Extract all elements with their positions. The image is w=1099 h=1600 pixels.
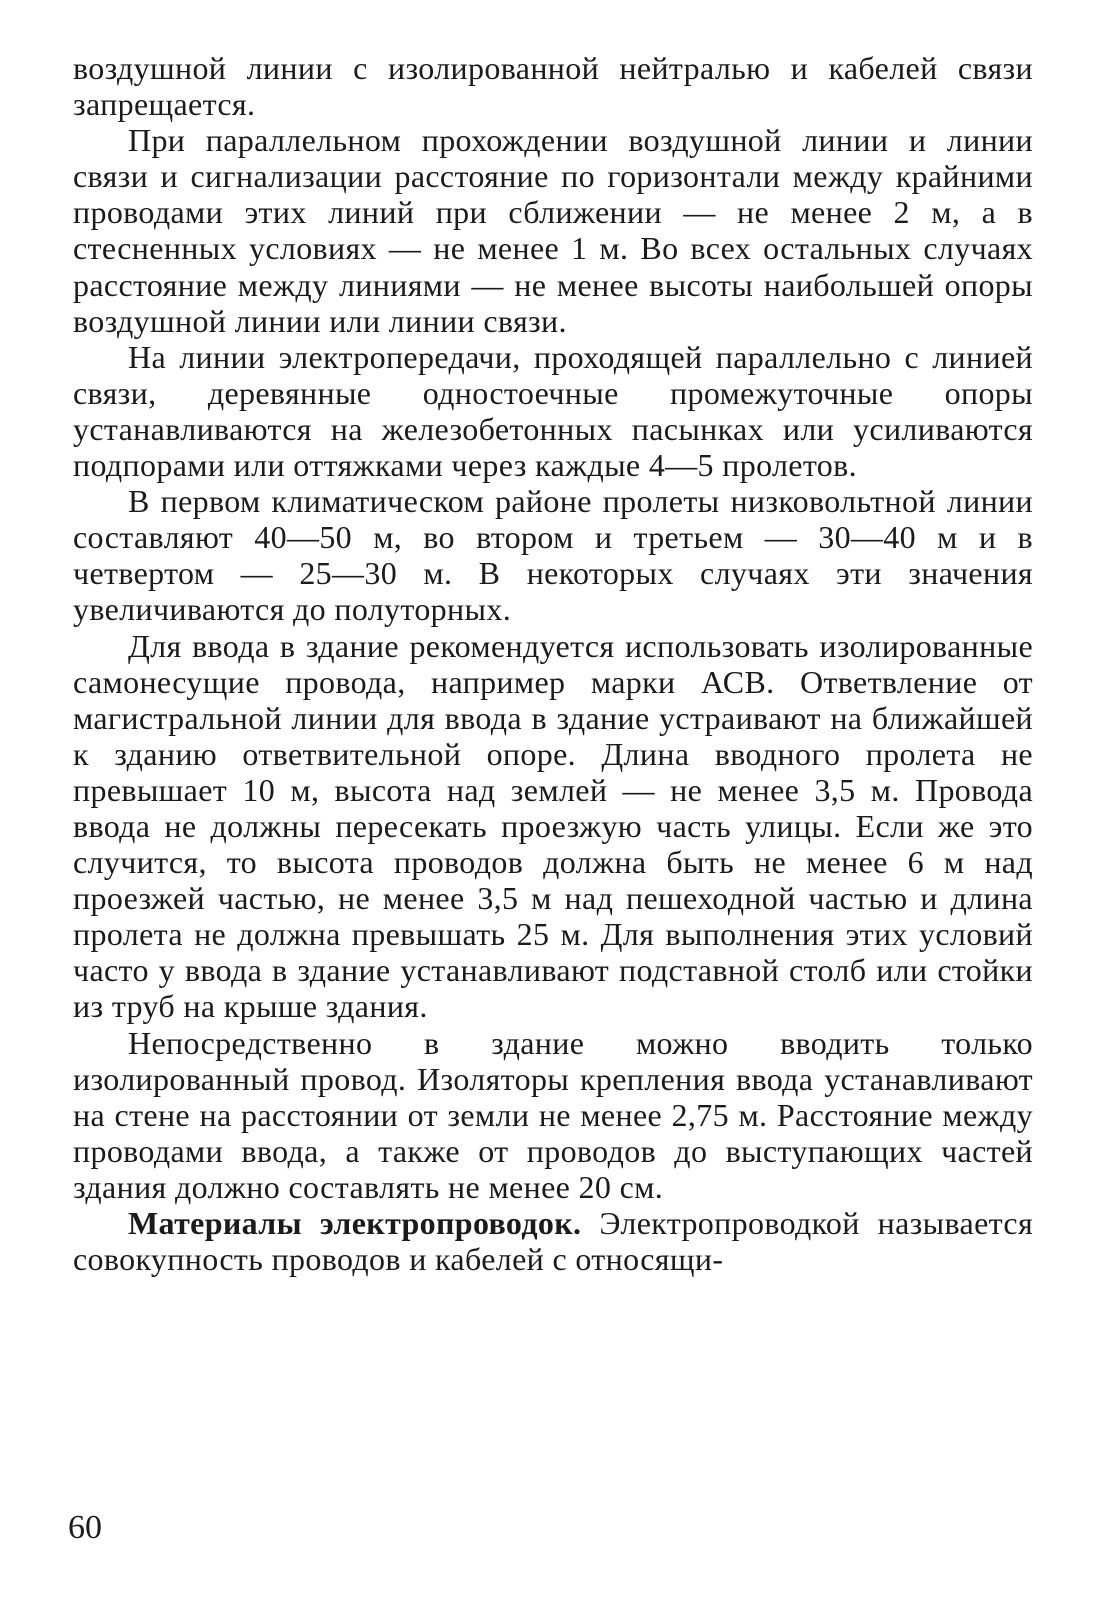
paragraph-continuation xyxy=(73,50,1033,122)
paragraph-text: На линии электропередачи, проходящей параллельно с линией связи, деревянные одностоечные промежуточные опоры устанавливаются на железобетонных пасынках или усиливаются подпорами или оттяжками через каждые 4—5 пролетов. xyxy=(73,338,1033,484)
paragraph-text: Электропроводкой называется совокупность проводов и кабелей с относящи- xyxy=(73,1205,1034,1278)
paragraph-text: Непосредственно в здание можно вводить только изолированный провод. Изоляторы крепления ввода устанавливают на стене на расстоянии от земли не менее 2,75 м. Расстояние между проводами ввода, а также от проводов до выступающих частей здания должно составлять не менее 20 см. xyxy=(73,1024,1033,1205)
paragraph-text: воздушной линии с изолированной нейтралью и кабелей связи запрещается. xyxy=(73,50,1033,123)
paragraph-text: Для ввода в здание рекомендуется использовать изолированные самонесущие провода, например марки АСВ. Ответвление от магистральной линии для ввода в здание устраивают на ближайшей к зданию ответвительной опоре. Длина вводного пролета не превышает 10 м, высота над землей — не менее 3,5 м. Провода ввода не должны пересекать проезжую часть улицы. Если же это случится, то высота проводов должна быть не менее 6 м над проезжей частью, не менее 3,5 м над пешеходной частью и длина пролета не должна превышать 25 м. Для выполнения этих условий часто у ввода в здание устанавливают подставной столб или стойки из труб на крыше здания. xyxy=(73,627,1033,1025)
paragraph-intermediate-supports xyxy=(73,339,1033,483)
paragraph-parallel-lines xyxy=(73,122,1033,339)
paragraph-building-entry xyxy=(73,628,1033,1025)
section-lead-heading: Материалы электропроводок. xyxy=(128,1205,582,1241)
paragraph-span-lengths xyxy=(73,483,1033,627)
paragraph-wiring-materials xyxy=(73,1205,1033,1277)
body-text xyxy=(73,50,1033,1277)
page-number: 60 xyxy=(68,1509,102,1546)
paragraph-text: В первом климатическом районе пролеты низковольтной линии составляют 40—50 м, во втором и третьем — 30—40 м и в четвертом — 25—30 м. В некоторых случаях эти значения увеличиваются до полуторных. xyxy=(73,483,1033,628)
paragraph-insulated-wire xyxy=(73,1025,1033,1205)
paragraph-text: При параллельном прохождении воздушной линии и линии связи и сигнализации расстояние по горизонтали между крайними проводами этих линий при сближении — не менее 2 м, а в стесненных условиях — не менее 1 м. Во всех остальных случаях расстояние между линиями — не менее высоты наибольшей опоры воздушной линии или линии связи. xyxy=(73,122,1033,339)
